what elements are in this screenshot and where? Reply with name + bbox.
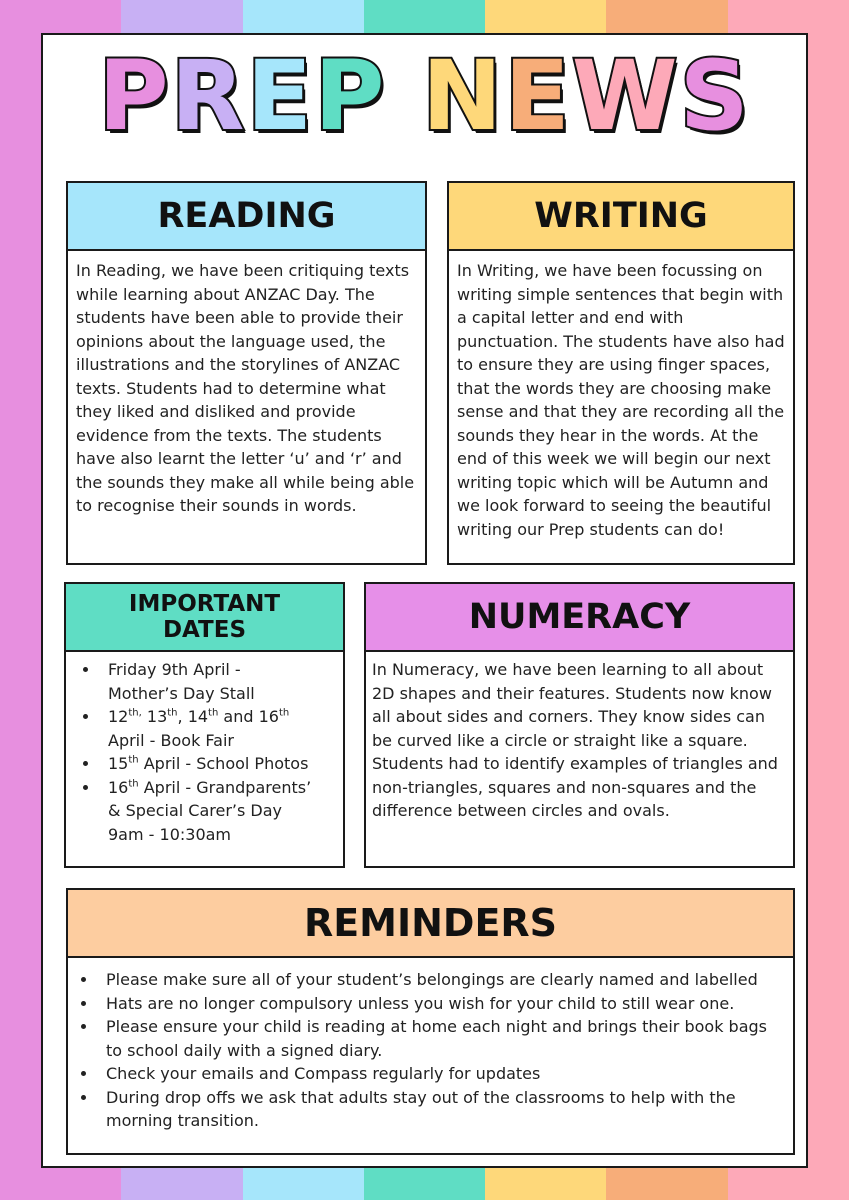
writing-heading: WRITING — [534, 196, 708, 236]
date-suffix: th — [167, 707, 178, 719]
reading-heading: READING — [157, 196, 336, 236]
date-item-grandparents-day — [100, 776, 343, 847]
writing-body: In Writing, we have been focussing on writing simple sentences that begin with a capital letter and end with punctuation. The students have also had to ensure they are using finger spaces, that the words they are choosing make sense and that they are recording all the sounds they hear in the words. At the end of this week we will begin our next writing topic which will be Autumn and we look forward to seeing the beautiful writing our Prep students can do! — [457, 261, 785, 539]
numeracy-body: In Numeracy, we have been learning to all about 2D shapes and their features. Students now know all about sides and corners. They know sides can be curved like a circle or straight like a square. Students had to identify examples of triangles and non-triangles, squares and non-squares and the difference between circles and ovals. — [372, 660, 778, 820]
dates-heading-line1: IMPORTANT — [128, 591, 281, 617]
reminder-item: • During drop offs we ask that adults stay out of the classrooms to help with the morning transition. — [98, 1086, 773, 1133]
numeracy-header — [366, 584, 793, 652]
date-line: 9am - 10:30am — [108, 824, 232, 844]
date-line: April - Grandparents’ — [138, 777, 312, 797]
date-line: April - Book Fair — [108, 730, 234, 750]
date-suffix: th, — [128, 707, 142, 719]
reminder-item: • Please ensure your child is reading at home each night and brings their book bags to school daily with a signed diary. — [98, 1015, 773, 1062]
date-number: 15 — [108, 754, 129, 773]
reminders-header — [68, 890, 793, 958]
reminder-item: • Check your emails and Compass regularly for updates — [98, 1062, 773, 1086]
dates-list — [66, 658, 343, 846]
reading-body: In Reading, we have been critiquing texts while learning about ANZAC Day. The students have been able to provide their opinions about the language used, the illustrations and the storylines of ANZAC texts. Students had to determine what they liked and disliked and provide evidence from the texts. The students have also learnt the letter ‘u’ and ‘r’ and the sounds they make all while being able to recognise their sounds in words. — [76, 261, 415, 515]
title-letter: P — [98, 40, 171, 152]
date-suffix: th — [208, 707, 219, 719]
date-number: , 14 — [177, 707, 209, 726]
reminder-item: • Hats are no longer compulsory unless you wish for your child to still wear one. — [98, 992, 773, 1016]
date-line: Mother’s Day Stall — [108, 683, 255, 703]
title-letter: W — [571, 40, 680, 152]
date-item-school-photos — [100, 752, 343, 776]
dates-header — [66, 584, 343, 652]
writing-header — [449, 183, 793, 251]
reminder-item: • Please make sure all of your student’s belongings are clearly named and labelled — [98, 968, 773, 992]
numeracy-section — [364, 582, 795, 868]
date-number: 12 — [108, 707, 129, 726]
important-dates-section — [64, 582, 345, 868]
numeracy-heading: NUMERACY — [468, 597, 691, 637]
date-line: Friday 9th April - — [108, 660, 241, 679]
title-letter: S — [679, 40, 751, 152]
date-line: April - School Photos — [138, 754, 309, 773]
reading-section — [66, 181, 427, 565]
page-title — [0, 40, 849, 152]
date-item-book-fair — [100, 705, 343, 752]
reading-header — [68, 183, 425, 251]
title-letter: R — [170, 40, 247, 152]
writing-section — [447, 181, 795, 565]
dates-heading-line2: DATES — [162, 617, 247, 643]
reminders-heading: REMINDERS — [303, 901, 558, 945]
date-number: 16 — [108, 777, 129, 797]
title-letter: E — [504, 40, 572, 152]
title-letter: N — [421, 40, 505, 152]
title-space — [386, 40, 421, 152]
date-number: 13 — [141, 707, 168, 726]
date-line: & Special Carer’s Day — [108, 801, 283, 820]
date-suffix: th — [278, 707, 290, 719]
reminders-list — [68, 968, 773, 1133]
title-letter: P — [314, 40, 387, 152]
title-letter: E — [246, 40, 315, 152]
reminders-section — [66, 888, 795, 1155]
date-item-mothers-day — [100, 658, 343, 705]
date-suffix: th — [128, 778, 139, 790]
date-number: and 16 — [218, 707, 279, 726]
date-suffix: th — [128, 754, 139, 766]
